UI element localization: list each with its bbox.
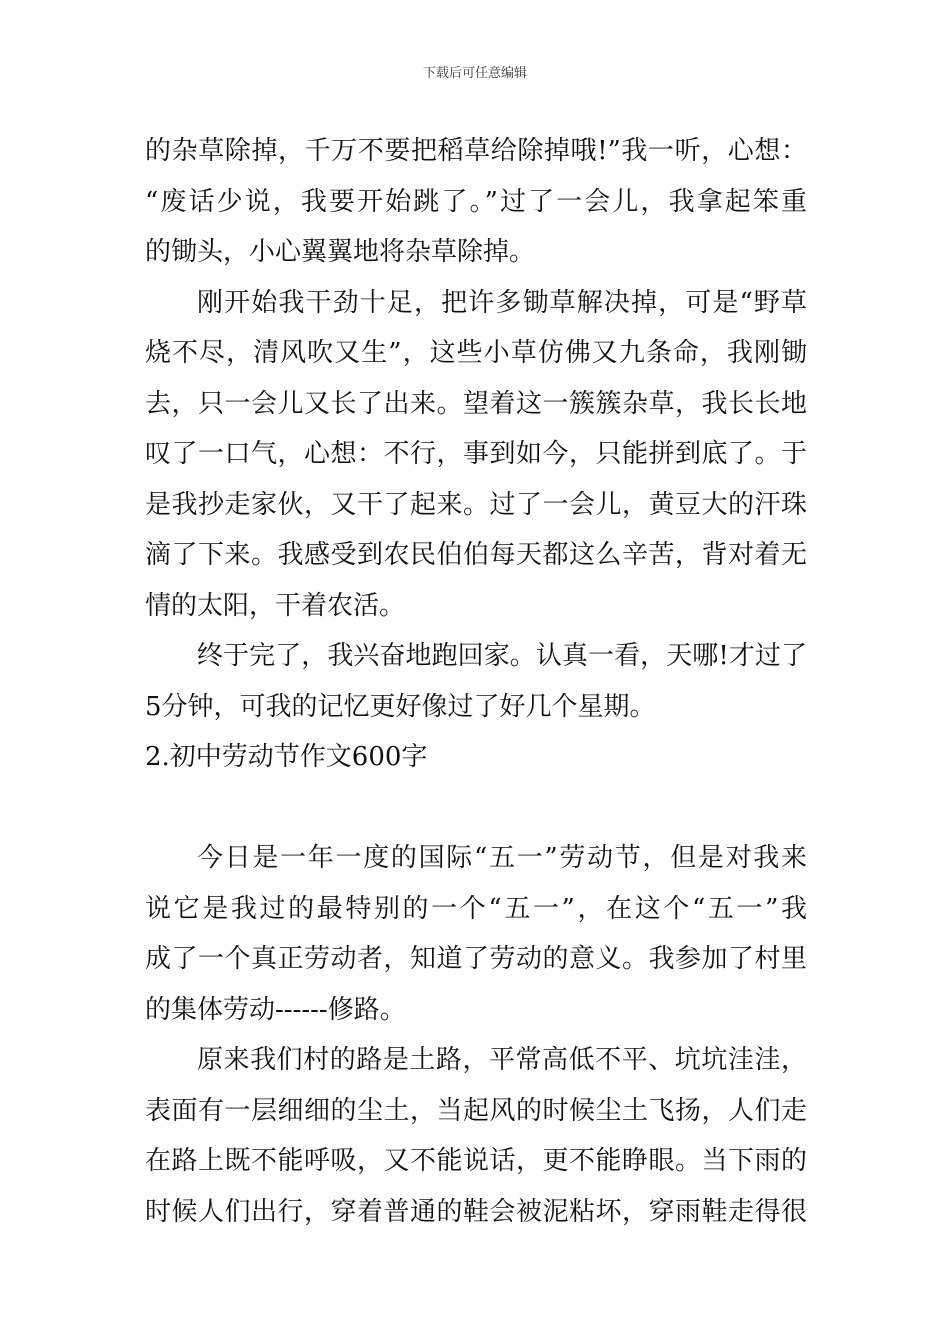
paragraph-first-line: 刚开始我干劲十足，把许多锄草解决掉，可是“野草 [197, 287, 807, 318]
text-line: 成了一个真正劳动者，知道了劳动的意义。我参加了村里 [145, 944, 807, 974]
page-header: 下载后可任意编辑 [422, 66, 527, 81]
text-line: 5分钟，可我的记忆更好像过了好几个星期。 [145, 691, 656, 722]
text-line: 在路上既不能呼吸，又不能说话，更不能睁眼。当下雨的 [145, 1146, 807, 1176]
text-line: 是我抄走家伙，又干了起来。过了一会儿，黄豆大的汗珠 [145, 489, 807, 520]
text-line: 的杂草除掉，千万不要把稻草给除掉哦!”我一听，心想： [145, 136, 807, 166]
text-line: 烧不尽，清风吹又生”，这些小草仿佛又九条命，我刚锄 [145, 338, 807, 368]
paragraph-first-line: 终于完了，我兴奋地跑回家。认真一看，天哪!才过了 [197, 641, 807, 671]
text-line: 说它是我过的最特别的一个“五一”，在这个“五一”我 [145, 893, 807, 924]
text-line: “废话少说，我要开始跳了。”过了一会儿，我拿起笨重 [145, 186, 807, 217]
text-line: 情的太阳，干着农活。 [145, 590, 406, 621]
text-line: 2.初中劳动节作文600字 [145, 742, 428, 772]
blank-line [145, 783, 807, 834]
text-line: 叹了一口气，心想：不行，事到如今，只能拼到底了。于 [145, 439, 807, 469]
text-line: 时候人们出行，穿着普通的鞋会被泥粘坏，穿雨鞋走得很 [145, 1196, 807, 1227]
text-line: 滴了下来。我感受到农民伯伯每天都这么辛苦，背对着无 [145, 540, 807, 570]
text-line: 表面有一层细细的尘土，当起风的时候尘土飞扬，人们走 [145, 1095, 807, 1126]
text-line: 的锄头，小心翼翼地将杂草除掉。 [145, 237, 536, 267]
text-line: 去，只一会儿又长了出来。望着这一簇簇杂草，我长长地 [145, 388, 807, 419]
paragraph-first-line: 今日是一年一度的国际“五一”劳动节，但是对我来 [197, 843, 807, 873]
text-line: 的集体劳动------修路。 [145, 994, 406, 1025]
document-body [145, 126, 807, 1237]
paragraph-first-line: 原来我们村的路是土路，平常高低不平、坑坑洼洼， [197, 1045, 807, 1075]
